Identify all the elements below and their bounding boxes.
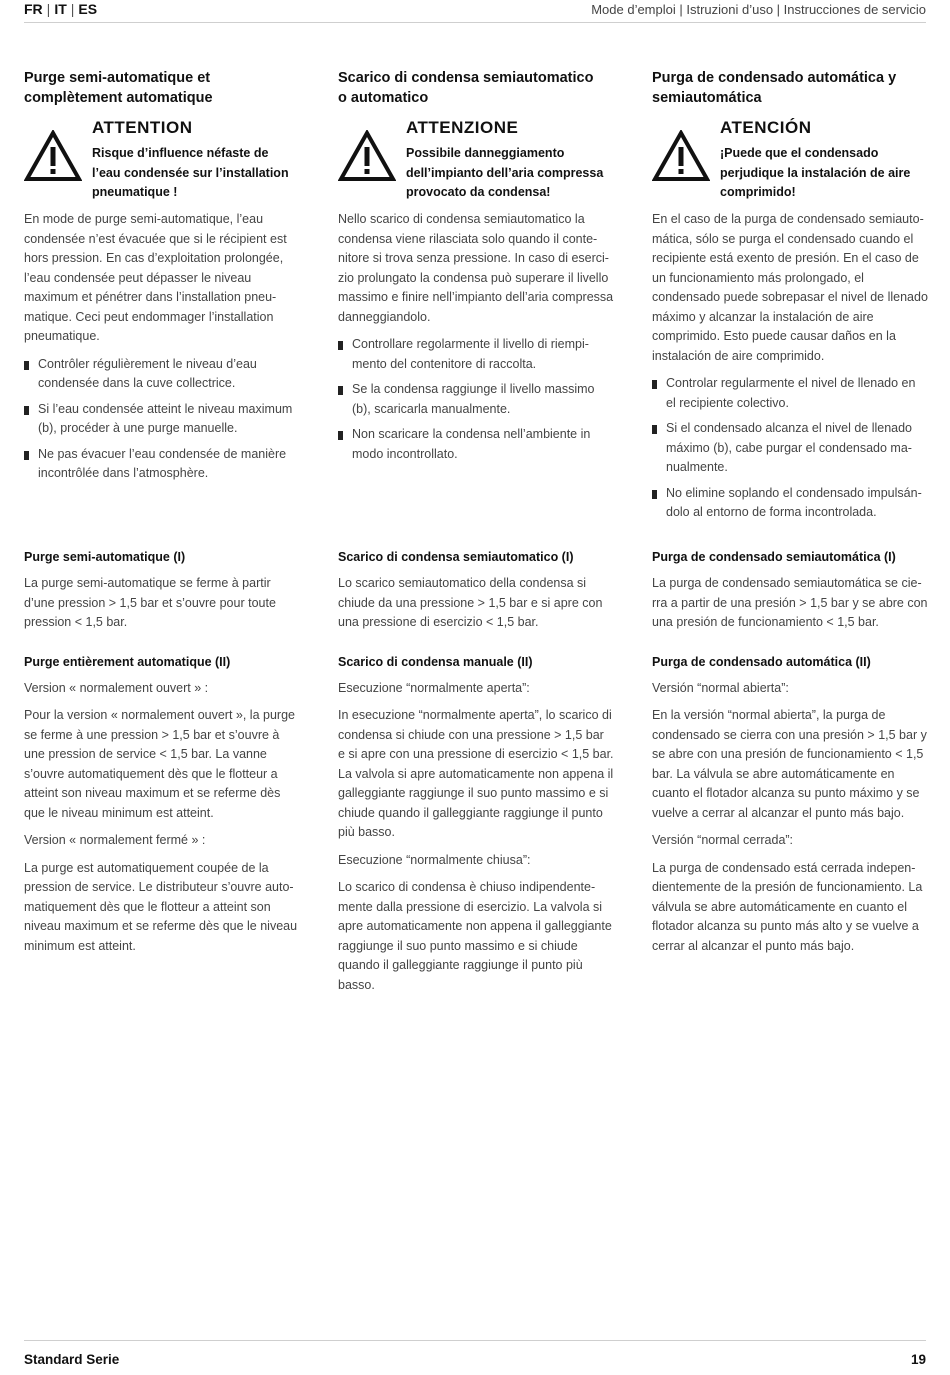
bullet-icon [652,425,657,434]
bullet-icon [24,451,29,460]
lang-es: ES [78,1,98,17]
bullet-list [24,355,300,484]
list-item: Controllare regolarmente il livello di riempimento del contenitore di raccolta. [338,335,614,374]
column-fr-bottom [24,548,300,964]
list-item: No elimine soplando el condensado impulsándolo al entorno de forma incontrolada. [652,484,928,523]
version-label: Esecuzione “normalmente aperta”: [338,680,530,695]
warning-title: ATENCIÓN [720,118,812,137]
body-paragraph: Nello scarico di condensa semiautomatico la condensa viene rilasciata solo quando il contenitore si trova senza pressione. In caso di esercizio prolungato la condensa può superare il livello massimo e finire nell’impianto dell’aria compressa danneggiandolo. [338,212,614,324]
column-es-top [652,68,928,529]
bullet-icon [338,341,343,350]
page-header [24,0,926,23]
version-label: Versión “normal abierta”: [652,680,789,695]
column-it-top [338,68,614,470]
section-title: Scarico di condensa semiautomatico o automatico [338,70,594,106]
subsection-title: Scarico di condensa semiautomatico (I) [338,550,574,564]
column-fr-top [24,68,300,490]
list-item: Si l’eau condensée atteint le niveau maximum (b), procéder à une purge manuelle. [24,400,300,439]
body-paragraph: In esecuzione “normalmente aperta”, lo scarico di condensa si chiude con una pressione > 1,5 bar e si apre con una pressione di esercizio < 1,5 bar. La valvola si apre automaticamente non appena il galleggiante raggiunge il suo punto massimo e si chiude quando il galleggiante raggiunge il punto più basso. [338,708,614,839]
bullet-icon [338,431,343,440]
version-label: Versión “normal cerrada”: [652,833,794,847]
list-item: Controlar regularmente el nivel de llenado en el recipiente colectivo. [652,374,928,413]
warning-text: ¡Puede que el condensado perjudique la instalación de aire comprimido! [720,146,911,199]
version-label: Version « normalement ouvert » : [24,680,209,695]
section-title: Purga de condensado automática y semiautomática [652,70,897,106]
body-paragraph: Lo scarico di condensa è chiuso indipendentemente dalla pressione di esercizio. La valvola si apre automaticamente non appena il galleggiante raggiunge il suo punto massimo e si chiude quando il galleggiante raggiunge il punto più basso. [338,880,612,992]
header-title: Mode d’emploi | Istruzioni d’uso | Instrucciones de servicio [591,2,926,17]
body-paragraph: La purga de condensado está cerrada independientemente de la presión de funcionamiento. La válvula se abre automáticamente en cuanto el flotador alcanza su punto más alto y se vuelve a cerrar al alcanzar el punto más bajo. [652,860,923,953]
list-item: Se la condensa raggiunge il livello massimo (b), scaricarla manualmente. [338,380,614,419]
warning-title: ATTENTION [92,118,193,137]
bullet-icon [652,490,657,499]
body-paragraph: La purga de condensado semiautomática se cierra a partir de una presión > 1,5 bar y se abre con una presión de funcionamiento < 1,5 bar. [652,576,928,629]
bullet-icon [338,386,343,395]
lang-fr: FR [24,1,43,17]
warning-icon [24,130,82,182]
page-number: 19 [910,1352,926,1367]
body-paragraph: En la versión “normal abierta”, la purga de condensado se cierra con una presión > 1,5 bar y se abre con una presión de funcionamiento < 1,5 bar. La válvula se abre automáticamente en cuanto el flotador alcanza su punto máximo y se vuelve a cerrar al alcanzar el punto más bajo. [652,708,927,820]
subsection-title: Purge entièrement automatique (II) [24,654,231,669]
series-name: Standard Serie [24,1352,120,1367]
section-title: Purge semi-automatique et complètement automatique [24,70,213,106]
body-paragraph: Lo scarico semiautomatico della condensa si chiude da una pressione > 1,5 bar e si apre con una pressione di esercizio < 1,5 bar. [338,576,603,629]
list-item: Contrôler régulièrement le niveau d’eau condensée dans la cuve collectrice. [24,355,300,394]
bullet-list [652,374,928,523]
warning-box [338,118,614,210]
body-paragraph: En mode de purge semi-automatique, l’eau condensée n’est évacuée que si le récipient est hors pression. En cas d’exploitation prolongée, l’eau condensée peut dépasser le niveau maximum et pénétrer dans l’installation pneumatique. Ceci peut endommager l’installation pneumatique. [24,212,287,343]
warning-title: ATTENZIONE [406,118,519,137]
list-item: Si el condensado alcanza el nivel de llenado máximo (b), cabe purgar el condensado manualmente. [652,419,928,478]
bullet-list [338,335,614,464]
version-label: Esecuzione “normalmente chiusa”: [338,852,531,867]
column-it-bottom [338,548,614,1003]
warning-icon [338,130,396,182]
language-indicator: FR | IT | ES [24,1,98,17]
bullet-icon [24,406,29,415]
bullet-icon [24,361,29,370]
body-paragraph: Pour la version « normalement ouvert », la purge se ferme à une pression > 1,5 bar et s’ouvre à une pression de service < 1,5 bar. La vanne s’ouvre automatiquement dès que le flotteur a atteint son niveau maximum et se referme dès que le niveau minimum est atteint. [24,708,295,820]
list-item: Ne pas évacuer l’eau condensée de manière incontrôlée dans l’atmosphère. [24,445,300,484]
body-paragraph: En el caso de la purga de condensado semiautomática, sólo se purga el condensado cuando el recipiente está exento de presión. En el caso de un funcionamiento más prolongado, el condensado puede sobrepasar el nivel de llenado máximo y alcanzar la instalación de aire comprimido. Esto puede causar daños en la instalación de aire comprimido. [652,212,928,363]
warning-box [24,118,300,210]
bullet-icon [652,380,657,389]
subsection-title: Purge semi-automatique (I) [24,550,186,564]
subsection-title: Purga de condensado automática (II) [652,654,871,669]
page-footer [24,1340,926,1375]
version-label: Version « normalement fermé » : [24,833,206,847]
body-paragraph: La purge semi-automatique se ferme à partir d’une pression > 1,5 bar et s’ouvre pour toute pression < 1,5 bar. [24,576,276,629]
subsection-title: Scarico di condensa manuale (II) [338,654,533,669]
column-es-bottom [652,548,928,964]
warning-box [652,118,928,210]
list-item: Non scaricare la condensa nell’ambiente in modo incontrollato. [338,425,614,464]
lang-it: IT [54,1,67,17]
subsection-title: Purga de condensado semiautomática (I) [652,550,896,564]
warning-icon [652,130,710,182]
warning-text: Possibile danneggiamento dell’impianto dell’aria compressa provocato da condensa! [406,146,604,199]
body-paragraph: La purge est automatiquement coupée de la pression de service. Le distributeur s’ouvre automatiquement dès que le flotteur a atteint son niveau maximum et se referme dès que le niveau minimum est atteint. [24,860,298,953]
warning-text: Risque d’influence néfaste de l’eau condensée sur l’installation pneumatique ! [92,146,289,199]
